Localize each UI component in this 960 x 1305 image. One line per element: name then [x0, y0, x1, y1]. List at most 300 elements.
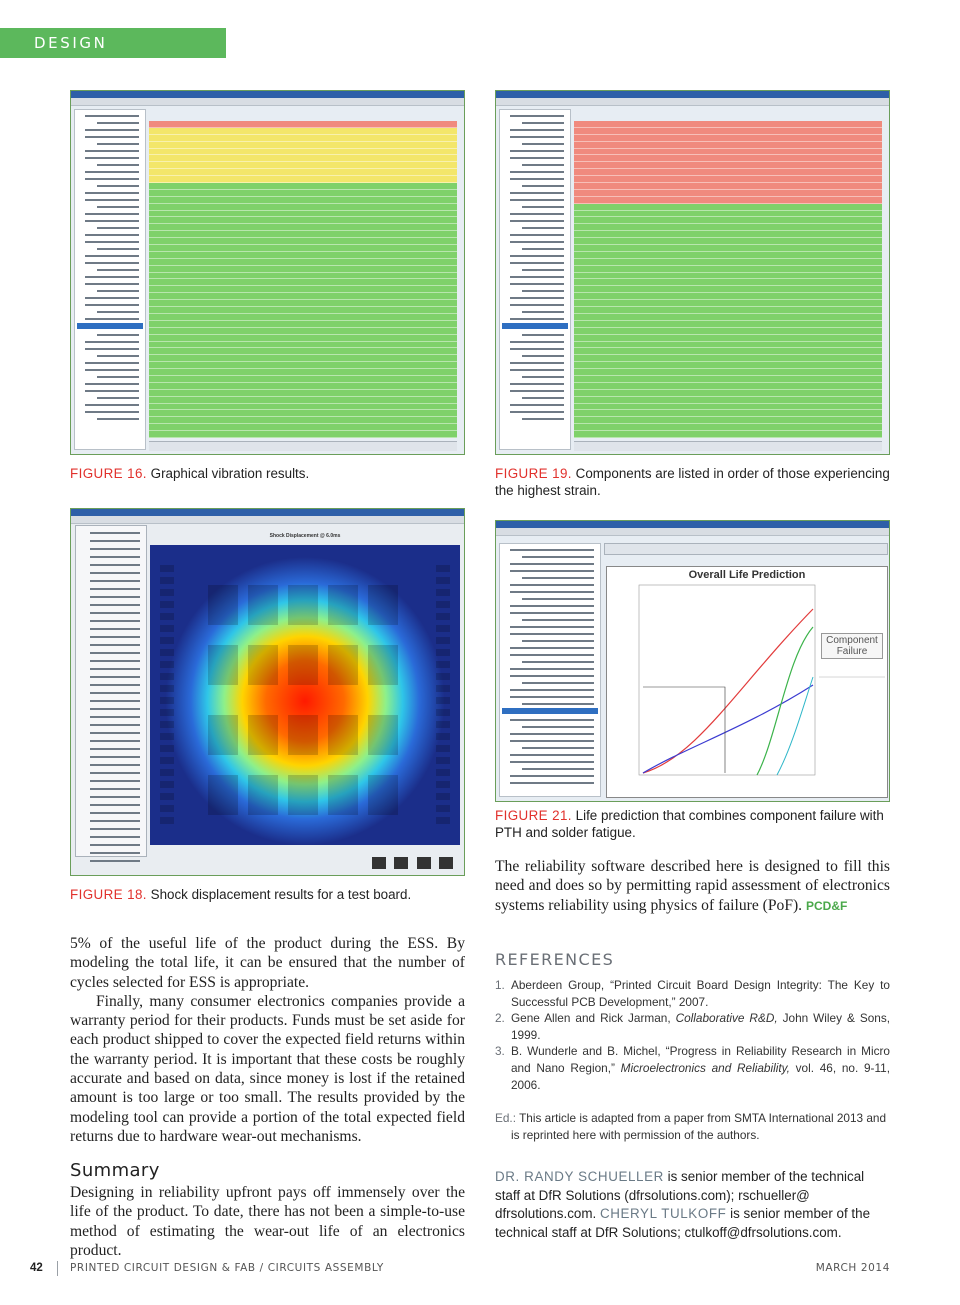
- tree-node[interactable]: [85, 255, 139, 257]
- tree-node[interactable]: [522, 206, 564, 208]
- table-row[interactable]: [149, 286, 457, 293]
- table-row[interactable]: [574, 204, 882, 211]
- table-row[interactable]: [574, 286, 882, 293]
- table-row[interactable]: [149, 369, 457, 376]
- tree-node[interactable]: [510, 733, 594, 735]
- layer-item[interactable]: [90, 572, 140, 574]
- table-row[interactable]: [574, 142, 882, 149]
- table-row[interactable]: [149, 314, 457, 321]
- layer-item[interactable]: [90, 532, 140, 534]
- tree-node[interactable]: [502, 323, 568, 329]
- tree-node[interactable]: [522, 290, 564, 292]
- table-row[interactable]: [574, 335, 882, 342]
- tree-node[interactable]: [85, 318, 139, 320]
- tree-node[interactable]: [510, 654, 594, 656]
- tree-node[interactable]: [97, 269, 139, 271]
- layer-item[interactable]: [90, 796, 140, 798]
- layer-item[interactable]: [90, 716, 140, 718]
- tree-node[interactable]: [510, 754, 594, 756]
- tree-node[interactable]: [510, 696, 594, 698]
- table-row[interactable]: [149, 328, 457, 335]
- layer-item[interactable]: [90, 540, 140, 542]
- tree-node[interactable]: [510, 157, 564, 159]
- layer-item[interactable]: [90, 740, 140, 742]
- tree-node[interactable]: [510, 563, 594, 565]
- table-row[interactable]: [149, 335, 457, 342]
- tree-node[interactable]: [85, 136, 139, 138]
- author-name-2: CHERYL TULKOFF: [599, 1206, 727, 1221]
- tree-node[interactable]: [522, 185, 564, 187]
- tree-node[interactable]: [85, 390, 139, 392]
- tree-node[interactable]: [510, 633, 594, 635]
- layer-item[interactable]: [90, 652, 140, 654]
- project-tree: [74, 109, 146, 450]
- table-row[interactable]: [149, 217, 457, 224]
- tree-node[interactable]: [510, 626, 594, 628]
- component-outline: [160, 637, 174, 644]
- tree-node[interactable]: [85, 283, 139, 285]
- table-row[interactable]: [574, 342, 882, 349]
- layer-item[interactable]: [90, 628, 140, 630]
- table-row[interactable]: [149, 135, 457, 142]
- tree-node[interactable]: [510, 761, 594, 763]
- table-row[interactable]: [149, 238, 457, 245]
- tree-node[interactable]: [85, 129, 139, 131]
- table-row[interactable]: [574, 224, 882, 231]
- table-row[interactable]: [574, 273, 882, 280]
- tree-node[interactable]: [85, 192, 139, 194]
- component-outline: [160, 745, 174, 752]
- tree-node[interactable]: [522, 143, 564, 145]
- component-outline: [436, 613, 450, 620]
- layer-item[interactable]: [90, 636, 140, 638]
- table-row[interactable]: [574, 169, 882, 176]
- tree-node[interactable]: [522, 227, 564, 229]
- tree-node[interactable]: [522, 577, 594, 579]
- tree-node[interactable]: [510, 297, 564, 299]
- table-row[interactable]: [574, 121, 882, 128]
- tree-node[interactable]: [522, 418, 564, 420]
- table-row[interactable]: [574, 321, 882, 328]
- table-row[interactable]: [574, 197, 882, 204]
- tree-node[interactable]: [85, 213, 139, 215]
- table-row[interactable]: [149, 376, 457, 383]
- tree-node[interactable]: [85, 220, 139, 222]
- table-row[interactable]: [149, 279, 457, 286]
- table-row[interactable]: [149, 190, 457, 197]
- layer-item[interactable]: [90, 604, 140, 606]
- tree-node[interactable]: [510, 341, 564, 343]
- layer-item[interactable]: [90, 620, 140, 622]
- tree-node[interactable]: [85, 150, 139, 152]
- tree-node[interactable]: [97, 311, 139, 313]
- tree-node[interactable]: [522, 122, 564, 124]
- tree-node[interactable]: [97, 334, 139, 336]
- tree-node[interactable]: [510, 304, 564, 306]
- tree-node[interactable]: [510, 178, 564, 180]
- component-outline: [160, 565, 174, 572]
- table-row[interactable]: [574, 211, 882, 218]
- tree-node[interactable]: [97, 143, 139, 145]
- table-row[interactable]: [574, 369, 882, 376]
- layer-item[interactable]: [90, 684, 140, 686]
- layer-item[interactable]: [90, 844, 140, 846]
- layer-item[interactable]: [90, 548, 140, 550]
- layer-item[interactable]: [90, 764, 140, 766]
- table-row[interactable]: [149, 383, 457, 390]
- table-row[interactable]: [574, 155, 882, 162]
- table-row[interactable]: [574, 383, 882, 390]
- tree-node[interactable]: [522, 726, 594, 728]
- table-row[interactable]: [574, 217, 882, 224]
- table-row[interactable]: [574, 390, 882, 397]
- table-row[interactable]: [574, 362, 882, 369]
- tree-node[interactable]: [97, 248, 139, 250]
- tree-node[interactable]: [510, 136, 564, 138]
- closing-text: The reliability software described here is designed to fill this need and does so by permitting rapid assessment of electronics systems reliability using physics of failure (PoF).: [495, 858, 890, 914]
- tree-node[interactable]: [77, 323, 143, 329]
- fit-icon[interactable]: [439, 857, 453, 869]
- table-row[interactable]: [574, 397, 882, 404]
- tree-node[interactable]: [522, 376, 564, 378]
- layer-item[interactable]: [90, 852, 140, 854]
- tree-node[interactable]: [97, 122, 139, 124]
- component-outline: [436, 697, 450, 704]
- reference-item: [495, 977, 890, 1010]
- tree-node[interactable]: [510, 390, 564, 392]
- tree-node[interactable]: [510, 411, 564, 413]
- tree-node[interactable]: [510, 199, 564, 201]
- layer-item[interactable]: [90, 780, 140, 782]
- table-row[interactable]: [574, 431, 882, 438]
- tree-node[interactable]: [510, 605, 594, 607]
- tree-node[interactable]: [85, 157, 139, 159]
- tree-node[interactable]: [510, 318, 564, 320]
- table-row[interactable]: [149, 252, 457, 259]
- component-outline: [436, 709, 450, 716]
- table-row[interactable]: [149, 176, 457, 183]
- tree-node[interactable]: [522, 661, 594, 663]
- layer-item[interactable]: [90, 828, 140, 830]
- table-row[interactable]: [149, 348, 457, 355]
- tree-node[interactable]: [510, 675, 594, 677]
- table-row[interactable]: [574, 135, 882, 142]
- layer-item[interactable]: [90, 644, 140, 646]
- tree-node[interactable]: [85, 341, 139, 343]
- author-bio-2: is senior member of the technical staff at DfR Solutions; ctulkoff@dfrsolutions.com.: [495, 1206, 871, 1240]
- tree-node[interactable]: [510, 213, 564, 215]
- tree-node[interactable]: [85, 276, 139, 278]
- caption-text: Life prediction that combines component failure with PTH and solder fatigue.: [495, 808, 884, 840]
- tree-node[interactable]: [85, 178, 139, 180]
- layer-item[interactable]: [90, 732, 140, 734]
- tree-node[interactable]: [510, 689, 594, 691]
- tree-node[interactable]: [510, 220, 564, 222]
- table-row[interactable]: [574, 293, 882, 300]
- layer-item[interactable]: [90, 660, 140, 662]
- table-row[interactable]: [149, 307, 457, 314]
- layer-item[interactable]: [90, 556, 140, 558]
- tree-node[interactable]: [522, 768, 594, 770]
- tree-node[interactable]: [522, 355, 564, 357]
- table-row[interactable]: [574, 314, 882, 321]
- table-row[interactable]: [574, 259, 882, 266]
- table-row[interactable]: [149, 121, 457, 128]
- table-row[interactable]: [574, 245, 882, 252]
- tree-node[interactable]: [510, 262, 564, 264]
- strain-results-table: [574, 121, 882, 438]
- table-row[interactable]: [574, 307, 882, 314]
- tree-node[interactable]: [510, 276, 564, 278]
- tree-node[interactable]: [522, 640, 594, 642]
- tree-node[interactable]: [522, 248, 564, 250]
- table-row[interactable]: [149, 293, 457, 300]
- tree-node[interactable]: [85, 297, 139, 299]
- tree-node[interactable]: [510, 115, 564, 117]
- tree-node[interactable]: [510, 171, 564, 173]
- footer-divider: [57, 1261, 58, 1276]
- tree-node[interactable]: [510, 591, 594, 593]
- tree-node[interactable]: [97, 397, 139, 399]
- tree-node[interactable]: [85, 348, 139, 350]
- tree-node[interactable]: [85, 115, 139, 117]
- tree-node[interactable]: [522, 703, 594, 705]
- layer-item[interactable]: [90, 700, 140, 702]
- tree-node[interactable]: [510, 668, 594, 670]
- tree-node[interactable]: [510, 719, 594, 721]
- reference-number: 3.: [495, 1044, 505, 1059]
- layer-item[interactable]: [90, 804, 140, 806]
- tree-node[interactable]: [510, 234, 564, 236]
- table-row[interactable]: [149, 321, 457, 328]
- tree-node[interactable]: [522, 311, 564, 313]
- table-row[interactable]: [574, 183, 882, 190]
- layer-item[interactable]: [90, 788, 140, 790]
- layer-item[interactable]: [90, 588, 140, 590]
- tree-node[interactable]: [85, 362, 139, 364]
- table-row[interactable]: [149, 397, 457, 404]
- layer-item[interactable]: [90, 860, 140, 862]
- table-row[interactable]: [574, 355, 882, 362]
- table-row[interactable]: [149, 197, 457, 204]
- component-outlines: [150, 545, 460, 845]
- search-icon[interactable]: [417, 857, 431, 869]
- table-row[interactable]: [149, 211, 457, 218]
- tree-node[interactable]: [510, 129, 564, 131]
- table-row[interactable]: [149, 155, 457, 162]
- tree-node[interactable]: [510, 348, 564, 350]
- tree-node[interactable]: [85, 262, 139, 264]
- table-row[interactable]: [574, 410, 882, 417]
- table-row[interactable]: [149, 259, 457, 266]
- tree-node[interactable]: [510, 255, 564, 257]
- tree-node[interactable]: [510, 192, 564, 194]
- tree-node[interactable]: [85, 199, 139, 201]
- tree-node[interactable]: [522, 556, 594, 558]
- figure-16-screenshot: [70, 90, 465, 455]
- tree-node[interactable]: [97, 418, 139, 420]
- table-row[interactable]: [574, 376, 882, 383]
- table-row[interactable]: [149, 417, 457, 424]
- table-row[interactable]: [574, 252, 882, 259]
- table-row[interactable]: [574, 231, 882, 238]
- table-row[interactable]: [574, 149, 882, 156]
- tree-node[interactable]: [510, 283, 564, 285]
- layer-item[interactable]: [90, 676, 140, 678]
- tree-node[interactable]: [510, 404, 564, 406]
- table-row[interactable]: [574, 176, 882, 183]
- layer-item[interactable]: [90, 708, 140, 710]
- tree-node[interactable]: [522, 397, 564, 399]
- table-row[interactable]: [149, 245, 457, 252]
- layer-item[interactable]: [90, 580, 140, 582]
- table-row[interactable]: [149, 410, 457, 417]
- table-row[interactable]: [574, 404, 882, 411]
- tree-node[interactable]: [97, 185, 139, 187]
- tree-node[interactable]: [510, 782, 594, 784]
- layer-item[interactable]: [90, 724, 140, 726]
- layer-item[interactable]: [90, 836, 140, 838]
- tree-node[interactable]: [522, 747, 594, 749]
- tree-node[interactable]: [85, 304, 139, 306]
- table-row[interactable]: [149, 404, 457, 411]
- table-row[interactable]: [149, 128, 457, 135]
- editor-note-text: This article is adapted from a paper from SMTA International 2013 and is reprinted here with permission of the authors.: [511, 1111, 887, 1142]
- layer-item[interactable]: [90, 564, 140, 566]
- component-outline: [288, 715, 318, 755]
- tree-node[interactable]: [85, 171, 139, 173]
- tree-node[interactable]: [510, 775, 594, 777]
- tree-node[interactable]: [522, 334, 564, 336]
- table-row[interactable]: [149, 149, 457, 156]
- component-outline: [368, 585, 398, 625]
- tree-node[interactable]: [97, 206, 139, 208]
- layer-item[interactable]: [90, 596, 140, 598]
- table-row[interactable]: [149, 273, 457, 280]
- tree-node[interactable]: [510, 241, 564, 243]
- tree-node[interactable]: [510, 369, 564, 371]
- component-outline: [368, 715, 398, 755]
- tree-node[interactable]: [97, 355, 139, 357]
- component-outline: [288, 645, 318, 685]
- tree-node[interactable]: [510, 612, 594, 614]
- tree-node[interactable]: [85, 369, 139, 371]
- table-row[interactable]: [149, 231, 457, 238]
- tree-node[interactable]: [85, 383, 139, 385]
- overall-life-prediction-chart: [606, 566, 888, 798]
- window-titlebar: [71, 91, 464, 98]
- component-outline: [436, 817, 450, 824]
- table-row[interactable]: [149, 224, 457, 231]
- tree-node[interactable]: [510, 584, 594, 586]
- tree-node[interactable]: [510, 383, 564, 385]
- issue-date: MARCH 2014: [815, 1262, 890, 1274]
- tree-node[interactable]: [85, 241, 139, 243]
- table-row[interactable]: [149, 362, 457, 369]
- component-outline: [436, 601, 450, 608]
- table-row[interactable]: [574, 279, 882, 286]
- table-row[interactable]: [574, 128, 882, 135]
- layer-item[interactable]: [90, 772, 140, 774]
- tree-node[interactable]: [97, 290, 139, 292]
- table-row[interactable]: [149, 183, 457, 190]
- tree-node[interactable]: [522, 164, 564, 166]
- table-row[interactable]: [574, 266, 882, 273]
- table-row[interactable]: [574, 348, 882, 355]
- zoom-icon[interactable]: [394, 857, 408, 869]
- layer-item[interactable]: [90, 692, 140, 694]
- component-outline: [160, 673, 174, 680]
- table-row[interactable]: [149, 204, 457, 211]
- editor-note-label: Ed.:: [495, 1111, 516, 1125]
- layer-item[interactable]: [90, 812, 140, 814]
- table-row[interactable]: [149, 431, 457, 438]
- tree-node[interactable]: [97, 227, 139, 229]
- component-outline: [160, 709, 174, 716]
- layer-item[interactable]: [90, 668, 140, 670]
- table-row[interactable]: [149, 162, 457, 169]
- table-row[interactable]: [149, 342, 457, 349]
- component-outline: [436, 685, 450, 692]
- tree-node[interactable]: [522, 682, 594, 684]
- table-row[interactable]: [149, 266, 457, 273]
- shock-displacement-heatmap: [150, 545, 460, 845]
- tree-node[interactable]: [85, 234, 139, 236]
- tree-node[interactable]: [522, 269, 564, 271]
- table-row[interactable]: [574, 238, 882, 245]
- table-row[interactable]: [574, 162, 882, 169]
- tree-node[interactable]: [510, 740, 594, 742]
- layer-item[interactable]: [90, 820, 140, 822]
- table-row[interactable]: [149, 169, 457, 176]
- table-row[interactable]: [574, 417, 882, 424]
- tree-node[interactable]: [97, 164, 139, 166]
- tree-node[interactable]: [510, 549, 594, 551]
- author-bio: [495, 1168, 890, 1242]
- shock-plot-title: Shock Displacement @ 6.0ms: [269, 533, 341, 539]
- camera-icon[interactable]: [372, 857, 386, 869]
- component-outline: [160, 781, 174, 788]
- tree-node[interactable]: [510, 647, 594, 649]
- tree-node[interactable]: [522, 619, 594, 621]
- table-row[interactable]: [149, 355, 457, 362]
- table-row[interactable]: [574, 190, 882, 197]
- layer-item[interactable]: [90, 748, 140, 750]
- layer-item[interactable]: [90, 612, 140, 614]
- tree-node[interactable]: [85, 411, 139, 413]
- reference-text: B. Wunderle and B. Michel, “Progress in Reliability Research in Micro and Nano Region,”: [511, 1044, 890, 1075]
- tree-node[interactable]: [522, 598, 594, 600]
- tree-node[interactable]: [510, 150, 564, 152]
- table-row[interactable]: [574, 424, 882, 431]
- tree-node[interactable]: [502, 708, 598, 714]
- table-row[interactable]: [149, 424, 457, 431]
- tree-node[interactable]: [510, 362, 564, 364]
- component-outline: [208, 775, 238, 815]
- table-row[interactable]: [149, 300, 457, 307]
- tree-node[interactable]: [85, 404, 139, 406]
- table-row[interactable]: [574, 300, 882, 307]
- layer-item[interactable]: [90, 756, 140, 758]
- page-number: 42: [30, 1262, 43, 1274]
- table-row[interactable]: [574, 328, 882, 335]
- table-row[interactable]: [149, 142, 457, 149]
- table-row[interactable]: [149, 390, 457, 397]
- tree-node[interactable]: [97, 376, 139, 378]
- component-outline: [160, 793, 174, 800]
- component-outline: [208, 715, 238, 755]
- tree-node[interactable]: [510, 570, 594, 572]
